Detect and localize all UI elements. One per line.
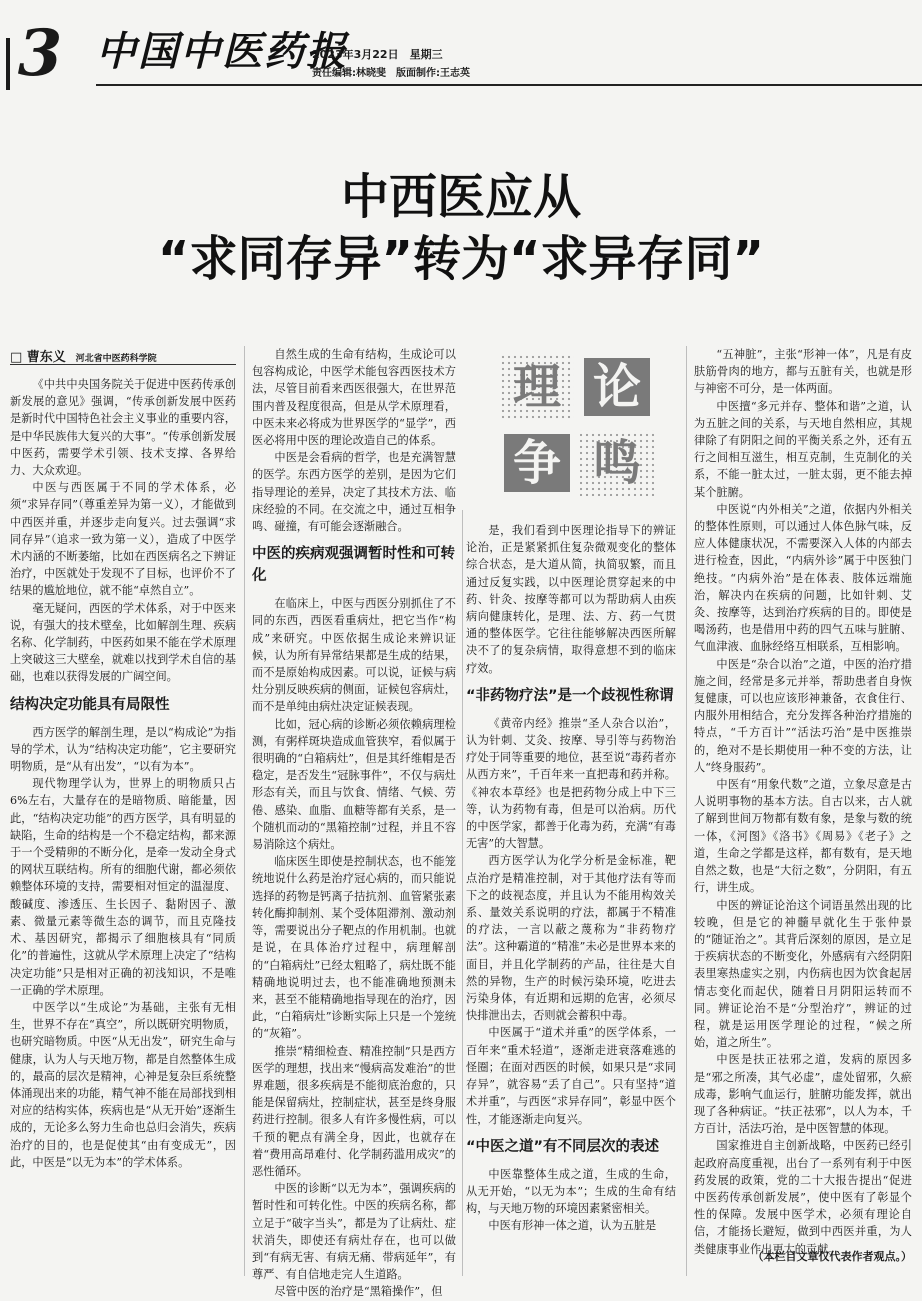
paragraph: 西方医学认为化学分析是金标准，靶点治疗是精准控制，对于其他疗法有等而下之的歧视态度，并且认为不能用构效关系、量效关系说明的疗法，都属于不精准的疗法，一言以蔽之蔑称为“非药物疗法”。这种霸道的“精准”未必是世界本来的面目，并且化学制药的产品，往往是大自然的异物，生产的时候污染环境，吃进去污染身体，有近期和远期的危害，必须尽快排泄出去，否则就会蓄积中毒。 xyxy=(466,854,676,1023)
paragraph: 中医有“用象代数”之道，立象尽意是古人说明事物的基本方法。自古以来，古人就了解到世间万物都有数有象，是象与数的统一体，《河图》《洛书》《周易》《老子》之道，生命之学都是这样，都有数有，是天地自然之数，也是“大衍之数”，分阴阳，有五行，讲生成。 xyxy=(694,778,912,895)
logo-char: 理 xyxy=(512,359,561,415)
paragraph: 中医靠整体生成之道，生成的生命，从无开始，“以无为本”；生成的生命有结构，与天地万物的环境因素紧密相关。 xyxy=(466,1167,676,1216)
issue-date: 2023年3月22日 星期三 xyxy=(312,48,443,61)
newspaper-title: 中国中医药报 xyxy=(96,28,348,75)
section-heading: 中医的疾病观强调暂时性和可转化 xyxy=(252,546,455,585)
column-logo-theory-debate xyxy=(500,354,654,496)
paragraph: 西方医学的解剖生理，是以“构成论”为指导的学术，认为“结构决定功能”，它主要研究明物质，是“从有出发”，“以有为本”。 xyxy=(10,725,236,774)
masthead-rule xyxy=(96,84,922,86)
paragraph: 中医擅“多元并存、整体和谐”之道，认为五脏之间的关系，与天地自然相应，其规律除了有阴阳之间的平衡关系之外，还有五行之间相互滋生，相互克制，生克制化的关系，不能一脏太过，一脏太弱，更不能去掉某个脏腑。 xyxy=(694,399,912,499)
paragraph: 现代物理学认为，世界上的明物质只占6%左右，大量存在的是暗物质、暗能量，因此，“结构决定功能”的西方医学，具有明显的缺陷，生命的结构是一个不稳定结构，都来源于一个受精卵的不断分化，是牵一发动全身式的网状互联结构。所有的细胞代谢，都必须依赖整体环境的支持，需要相对恒定的温湿度、酸碱度、渗透压、生长因子、黏附因子、激素、微量元素等微生态的调节，而且克隆技术、基因研究，都揭示了细胞核具有“同质化”的普遍性，这就从学术原理上决定了“结构决定功能”只是相对正确的初浅知识，不是唯一正确的学术原理。 xyxy=(10,777,236,997)
section-heading: “中医之道”有不同层次的表述 xyxy=(466,1138,660,1155)
column-divider xyxy=(244,346,245,1276)
section-heading: 结构决定功能具有局限性 xyxy=(10,696,170,713)
article-column-4 xyxy=(694,346,912,1276)
page-number: 3 xyxy=(17,16,63,91)
article-column-3 xyxy=(466,522,676,1276)
author-name: □ 曹东义 xyxy=(10,350,66,365)
paragraph: 推崇“精细检查、精准控制”只是西方医学的理想，找出来“慢病高发难治”的世界难题，很多疾病是不能彻底治愈的，只能是保留病灶，控制症状，甚至是终身服药进行控制。很多人有许多慢性病，可以千预的靶点有满全身，因此，也就存在着“费用高昂难付、化学制药滥用成灾”的恶性循环。 xyxy=(252,1044,456,1178)
logo-char: 争 xyxy=(504,434,570,492)
paragraph: 中医是“杂合以治”之道，中医的治疗措施之间，经常是多元并举，帮助患者自身恢复健康，可以也应该形神兼备，衣食住行、内服外用相结合，充分发挥各种治疗措施的特点，“千方百计”“活法巧治”是中医推崇的，绝对不是长期使用一种不变的方法，让人“终身服药”。 xyxy=(694,657,912,774)
column-divider xyxy=(462,510,463,1276)
column-disclaimer: （本栏目文章仅代表作者观点。） xyxy=(752,1250,912,1263)
paragraph: 中医的诊断“以无为本”，强调疾病的暂时性和可转化性。中医的疾病名称，都立足于“破字当头”，都是为了让病灶、症状消失，即使还有病灶存在，也可以做到“有病无害、有病无痛、带病延年”，有尊严、有自信地走完人生道路。 xyxy=(252,1182,456,1282)
editor-credits: 责任编辑:林晓斐 版面制作:王志英 xyxy=(312,68,470,79)
section-heading: “非药物疗法”是一个歧视性称谓 xyxy=(466,687,674,704)
paragraph: 比如，冠心病的诊断必须依赖病理检测，有粥样斑块造成血管狭窄，看似属于很明确的“白箱病灶”，但是其纤维帽是否稳定，是否发生“冠脉事件”，不仅与病灶形态有关，而且与饮食、情绪、气候、劳倦、感染、血脂、血糖等都有关系，是一个随机而动的“黑箱控制”过程，并且不容易消除这个病灶。 xyxy=(252,717,456,852)
paragraph: 中医与西医属于不同的学术体系，必须“求异存同”（尊重差异为第一义），才能做到中西医并重，并逐步走向复兴。过去强调“求同存异”（追求一致为第一义），造成了中医学术内涵的不断萎缩，比如在西医病名之下辨证治疗，中医就处于发现不了目标，也评价不了结果的尴尬地位，就不能“卓然自立”。 xyxy=(10,481,236,598)
byline xyxy=(10,346,236,365)
paragraph: 中医的辨证论治这个词语虽然出现的比较晚，但是它的神髓早就化生于张仲景的“随证治之”。其背后深刻的原因，是立足于疾病状态的不断变化，外感病有六经阴阳表里寒热虚实之别，内伤病也因为饮食起居情志变化而起伏，随着日月阴阳运转而不同。辨证论治不是“分型治疗”，辨证的过程，就是运用医学理论的过程，“候之所始，道之所生”。 xyxy=(694,898,912,1050)
paragraph: 中医说“内外相关”之道，依据内外相关的整体性原则，可以通过人体色脉气味，反应人体健康状况，不需要深入人体的内部去进行检查，因此，“内病外诊”属于中医独门绝技。“内病外治”是在体表、肢体远端施治，解决内在疾病的问题，比如针刺、艾灸、按摩等，达到治疗疾病的目的。即使是喝汤药，也是借用中药的四气五味与脏腑、气血津液、血脉经络互相联系，互相影响。 xyxy=(694,502,912,654)
logo-char: 鸣 xyxy=(592,435,641,491)
paragraph: 《中共中央国务院关于促进中医药传承创新发展的意见》强调，“传承创新发展中医药是新时代中国特色社会主义事业的重要内容，是中华民族伟大复兴的大事”。“传承创新发展中医药，需要学术引领、技术支撑、各界给力、大众欢迎。 xyxy=(10,378,236,478)
paragraph: 《黄帝内经》推崇“圣人杂合以治”，认为针刺、艾灸、按摩、导引等与药物治疗处于同等重要的地位，甚至说“毒药者亦从西方来”，千百年来一直把毒和药并称。《神农本草经》也是把药物分成上中下三等，认为药物有毒，但是可以治病。历代的中医学家，都善于化毒为药，充满“有毒无害”的大智慧。 xyxy=(466,716,676,851)
paragraph: 中医是扶正祛邪之道，发病的原因多是“邪之所凑，其气必虚”，虚处留邪，久瘀成毒，影响气血运行，脏腑功能发挥，就出现了各种病证。“扶正祛邪”，以人为本，千方百计，活法巧治，是中医智慧的体现。 xyxy=(694,1053,912,1136)
paragraph: 毫无疑问，西医的学术体系，对于中医来说，有强大的技术壁垒，比如解剖生理、疾病名称、化学制药，中医药如果不能在学术原理上突破这三大壁垒，就难以找到学术自信的基础，也难以获得发展的广阔空间。 xyxy=(10,601,236,684)
article-headline xyxy=(0,170,922,294)
paragraph: 中医是会看病的哲学，也是充满智慧的医学。东西方医学的差别，是因为它们指导理论的差异，决定了其技术方法、临床经验的不同。在交流之中，通过互相争鸣、碰撞，有可能会逐渐融合。 xyxy=(252,451,456,534)
paragraph: 国家推进自主创新战略，中医药已经引起政府高度重视，出台了一系列有利于中医药发展的政策，党的二十大报告提出“促进中医药传承创新发展”，使中医有了彰显个性的保障。发展中医学术，必须有理论自信，才能扬长避短，做到中西医并重，为人类健康事业作出更大的贡献。 xyxy=(694,1139,912,1256)
paragraph: 中医学以“生成论”为基础，主张有无相生，世界不存在“真空”，所以既研究明物质，也研究暗物质。中医“从无出发”，研究生命与健康，认为人与天地万物，都是自然整体生成的，最高的层次是精神，心神是复杂巨系统整体涌现出来的功能，精气神不能在局部找到相对应的结构实体，疾病也是“从无开始”逐渐生成的，无论多么努力生命也总归会消失，疾病治疗的目的，也是促使其“由有变成无”，因此，中医是“以无为本”的学术体系。 xyxy=(10,1000,236,1169)
paragraph: 尽管中医的治疗是“黑箱操作”，但 xyxy=(274,1285,443,1299)
article-column-2 xyxy=(252,346,456,1299)
paragraph: 临床医生即使是控制状态，也不能笼统地说什么药是治疗冠心病的，而只能说选择的药物是钙离子拮抗剂、血管紧张素转化酶抑制剂、某个受体阻滞剂、激动剂等，需要说出分子靶点的作用机制。也就是说，在具体治疗过程中，病理解剖的“白箱病灶”已经太粗略了，病灶既不能精确地说明过去，也不能准确地预测未来，甚至不能精确地指导现在的治疗，因此，“白箱病灶”诊断实际上只是一个笼统的“灰箱”。 xyxy=(252,855,456,1041)
paragraph: 中医有形神一体之道，认为五脏是 xyxy=(488,1219,657,1233)
paragraph: 是，我们看到中医理论指导下的辨证论治，正是紧紧抓住复杂微观变化的整体综合状态，是大道从简，执简驭繁，而且通过反复实践，以中医理论贯穿起来的中药、针灸、按摩等都可以为帮助病人由疾病向健康转化，是理、法、方、药一气贯通的整体医学。它往往能够解决西医所解决不了的复杂病情，取得意想不到的临床疗效。 xyxy=(466,524,676,675)
headline-line-2: “求同存异”转为“求异存同” xyxy=(157,231,765,287)
author-affiliation: 河北省中医药科学院 xyxy=(75,354,157,364)
paragraph: 中医属于“道术并重”的医学体系，一百年来“重术轻道”，逐渐走进衰落难逃的怪圈；在面对西医的时候，如果只是“求同存异”，就容易“丢了自己”。只有坚持“道术并重”，与西医“求异存同”，彰显中医个性，才能逐渐走向复兴。 xyxy=(466,1026,676,1126)
paragraph: 自然生成的生命有结构，生成论可以包容构成论，中医学术能包容西医技术方法，尽管目前看来西医很强大，在世界范围内普及程度很高，但是从学术原理看，中医未来必将成为世界医学的“显学”，西医必将用中医的理论改造自己的体系。 xyxy=(252,348,456,448)
article-column-1 xyxy=(10,376,236,1276)
headline-line-1: 中西医应从 xyxy=(340,169,581,225)
byline-rule xyxy=(10,364,236,365)
logo-char: 论 xyxy=(584,358,650,416)
column-divider xyxy=(686,346,687,1276)
paragraph: 在临床上，中医与西医分别抓住了不同的东西，西医看重病灶，把它当作“构成”来研究。中医依据生成论来辨识证候，认为所有异常结果都是生成的结果，而不是原始构成因素。可以说，证候与病灶分别反映疾病的侧面，证候包容病灶，而不是单纯由病灶决定证候表现。 xyxy=(252,597,456,714)
masthead xyxy=(0,0,922,100)
paragraph: “五神脏”，主张“形神一体”，凡是有皮肤筋骨肉的地方，都与五脏有关，也就是形与神密不可分，是一体两面。 xyxy=(694,348,912,396)
